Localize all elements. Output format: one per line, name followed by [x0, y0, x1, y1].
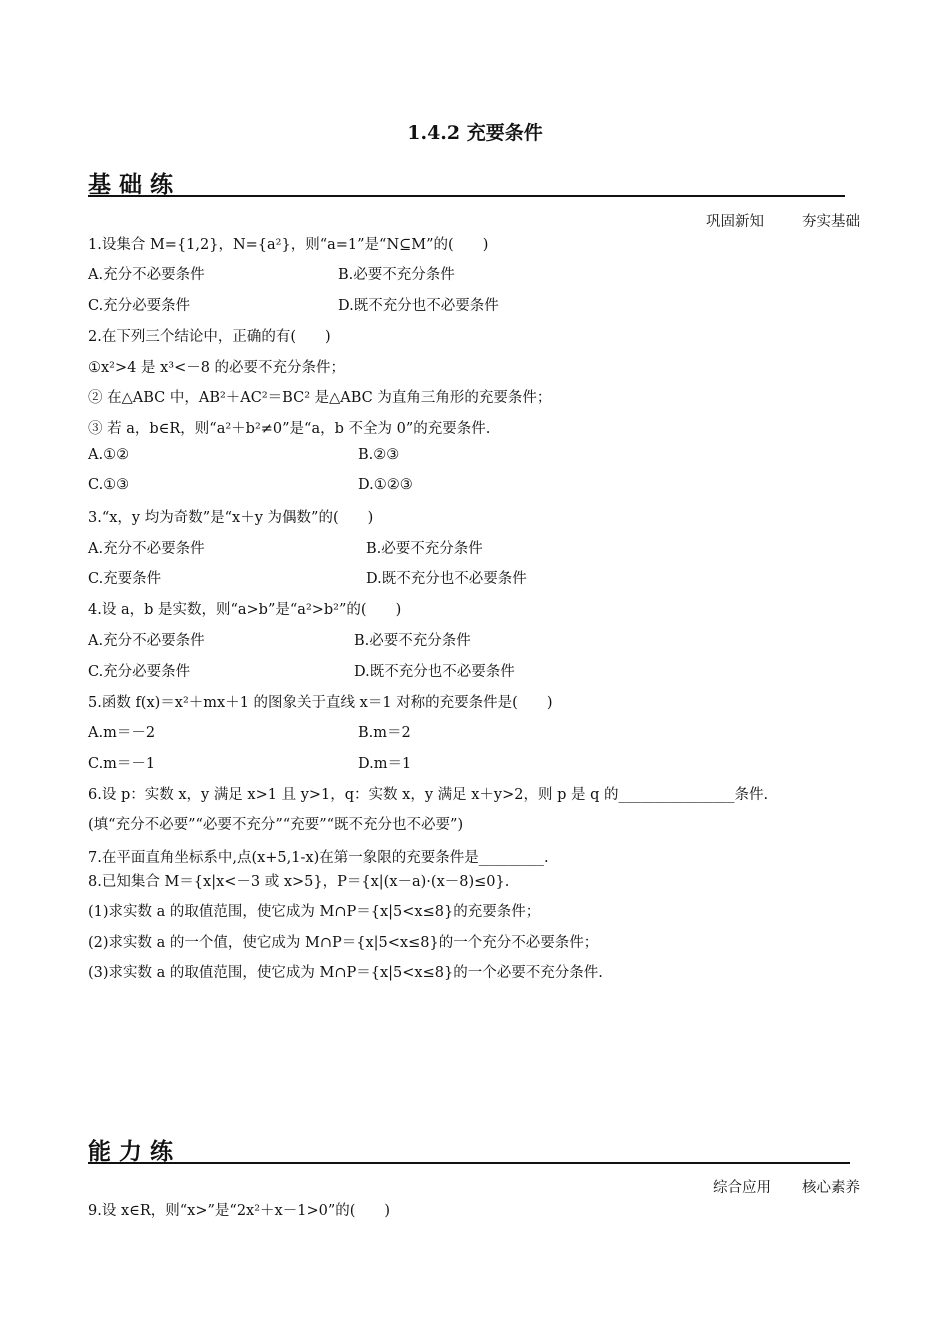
q1-option-b: B.必要不充分条件	[338, 267, 455, 283]
q1-option-c: C.充分必要条件	[88, 298, 191, 314]
q3-option-d: D.既不充分也不必要条件	[366, 571, 527, 587]
q2-statement-3: ③ 若 a，b∈R，则“a²＋b²≠0”是“a，b 不全为 0”的充要条件.	[88, 421, 491, 437]
question-3-stem: 3.“x，y 均为奇数”是“x＋y 为偶数”的( )	[88, 510, 374, 526]
section-subtitle-2: 夯实基础	[802, 214, 860, 230]
q4-option-a: A.充分不必要条件	[88, 633, 205, 649]
question-7-stem: 7.在平面直角坐标系中,点(x+5,1-x)在第一象限的充要条件是_________.	[88, 850, 549, 866]
q3-option-c: C.充要条件	[88, 571, 162, 587]
q4-option-d: D.既不充分也不必要条件	[354, 664, 515, 680]
q1-option-d: D.既不充分也不必要条件	[338, 298, 499, 314]
question-2-stem: 2.在下列三个结论中，正确的有( )	[88, 329, 331, 345]
q2-statement-1: ①x²>4 是 x³<－8 的必要不充分条件；	[88, 360, 346, 376]
q2-option-a: A.①②	[88, 447, 130, 463]
q5-option-a: A.m＝－2	[88, 725, 156, 741]
question-5-stem: 5.函数 f(x)＝x²＋mx＋1 的图象关于直线 x＝1 对称的充要条件是( )	[88, 695, 553, 711]
q2-option-d: D.①②③	[358, 477, 413, 493]
q3-option-a: A.充分不必要条件	[88, 541, 205, 557]
page-title: 1.4.2 充要条件	[407, 122, 543, 144]
q6-note: (填“充分不必要”“必要不充分”“充要”“既不充分也不必要”)	[88, 817, 464, 833]
question-9-stem: 9.设 x∈R，则“x>”是“2x²＋x－1>0”的( )	[88, 1203, 391, 1219]
question-1-stem: 1.设集合 M={1,2}，N={a²}，则“a=1”是“N⊆M”的( )	[88, 237, 489, 253]
section-subtitle-1: 综合应用	[713, 1180, 771, 1196]
q2-statement-2: ② 在△ABC 中，AB²＋AC²＝BC² 是△ABC 为直角三角形的充要条件；	[88, 390, 552, 406]
q4-option-c: C.充分必要条件	[88, 664, 191, 680]
q8-part-1: (1)求实数 a 的取值范围，使它成为 M∩P＝{x|5<x≤8}的充要条件；	[88, 904, 541, 920]
q8-part-2: (2)求实数 a 的一个值，使它成为 M∩P＝{x|5<x≤8}的一个充分不必要条件；	[88, 935, 599, 951]
question-8-stem: 8.已知集合 M＝{x|x<－3 或 x>5}，P＝{x|(x－a)·(x－8)≤0}.	[88, 874, 510, 890]
question-4-stem: 4.设 a，b 是实数，则“a>b”是“a²>b²”的( )	[88, 602, 402, 618]
q8-part-3: (3)求实数 a 的取值范围，使它成为 M∩P＝{x|5<x≤8}的一个必要不充分条件.	[88, 965, 603, 981]
section-subtitle-1: 巩固新知	[706, 214, 764, 230]
q4-option-b: B.必要不充分条件	[354, 633, 471, 649]
section-divider	[88, 1162, 850, 1164]
section-heading-basic: 基础练	[88, 172, 181, 198]
q2-option-b: B.②③	[358, 447, 400, 463]
q3-option-b: B.必要不充分条件	[366, 541, 483, 557]
section-heading-ability: 能力练	[88, 1139, 181, 1165]
section-subtitle-2: 核心素养	[802, 1180, 860, 1196]
q1-option-a: A.充分不必要条件	[88, 267, 205, 283]
q5-option-b: B.m＝2	[358, 725, 411, 741]
q2-option-c: C.①③	[88, 477, 130, 493]
question-6-stem: 6.设 p：实数 x，y 满足 x>1 且 y>1，q：实数 x，y 满足 x＋y>2，则 p 是 q 的________________条件.	[88, 787, 769, 803]
q5-option-d: D.m＝1	[358, 756, 412, 772]
q5-option-c: C.m＝－1	[88, 756, 156, 772]
section-divider	[88, 195, 845, 197]
